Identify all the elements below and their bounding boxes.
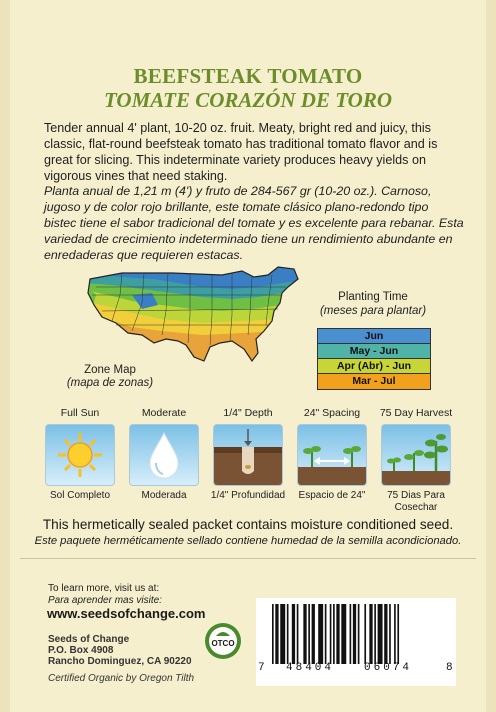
barcode-bar bbox=[389, 604, 391, 664]
company-address bbox=[48, 634, 192, 667]
barcode-bar bbox=[369, 604, 372, 664]
sealed-notice-english: This hermetically sealed packet contains moisture conditioned seed. bbox=[42, 517, 454, 532]
usa-zone-map bbox=[82, 265, 314, 365]
harvest-label: 75 Day Harvest bbox=[379, 407, 453, 419]
city-line: Rancho Dominguez, CA 90220 bbox=[48, 656, 192, 667]
barcode-bar bbox=[384, 604, 387, 664]
po-box: P.O. Box 4908 bbox=[48, 645, 114, 656]
icon-col-sun bbox=[40, 406, 120, 502]
barcode-bar bbox=[364, 604, 366, 664]
sun-label-es: Sol Completo bbox=[49, 490, 111, 501]
planting-time-row: Apr (Abr) - Jun bbox=[318, 359, 430, 374]
barcode-bar bbox=[397, 604, 399, 664]
water-label-es: Moderada bbox=[141, 490, 187, 501]
barcode-bar bbox=[350, 604, 352, 664]
barcode-bar bbox=[297, 604, 299, 664]
icon-col-depth bbox=[208, 406, 288, 502]
barcode-bar bbox=[394, 604, 396, 664]
learn-more-english: To learn more, visit us at: bbox=[48, 583, 160, 594]
zone-map-caption bbox=[50, 364, 170, 390]
certification-text: Certified Organic by Oregon Tilth bbox=[48, 673, 195, 684]
icon-col-harvest bbox=[376, 406, 456, 514]
barcode-bar bbox=[336, 604, 339, 664]
sealed-notice-spanish: Este paquete herméticamente sellado contiene humedad de la semilla acondicionado. bbox=[34, 535, 462, 547]
spacing-label-es: Espacio de 24" bbox=[298, 490, 366, 501]
growing-info-icons bbox=[40, 406, 456, 513]
planting-time-row: Jun bbox=[318, 329, 430, 344]
spacing-icon bbox=[297, 424, 367, 486]
planting-time-title: Planting Time bbox=[338, 291, 408, 303]
barcode-last-digit: 8 bbox=[446, 662, 453, 674]
company-name: Seeds of Change bbox=[48, 634, 130, 645]
planting-time-row: Mar - Jul bbox=[318, 374, 430, 389]
divider bbox=[20, 558, 476, 559]
barcode-bar bbox=[275, 604, 278, 664]
planting-time-row: May - Jun bbox=[318, 344, 430, 359]
barcode-bars bbox=[270, 604, 446, 664]
barcode-right-digits: 06074 bbox=[364, 662, 413, 674]
icon-col-spacing bbox=[292, 406, 372, 502]
spacing-label: 24" Spacing bbox=[303, 407, 361, 419]
barcode-bar bbox=[303, 604, 306, 664]
barcode-bar bbox=[312, 604, 315, 664]
barcode-bar bbox=[280, 604, 285, 664]
barcode-bar bbox=[353, 604, 356, 664]
barcode-left-digits: 48404 bbox=[286, 662, 335, 674]
website-link[interactable]: www.seedsofchange.com bbox=[47, 606, 206, 621]
sun-icon bbox=[45, 424, 115, 486]
barcode-bar bbox=[325, 604, 327, 664]
zone-map-label: Zone Map bbox=[84, 364, 136, 376]
depth-label-es: 1/4" Profundidad bbox=[210, 490, 286, 501]
barcode-bar bbox=[272, 604, 274, 664]
water-label: Moderate bbox=[141, 407, 187, 419]
barcode-bar bbox=[333, 604, 335, 664]
planting-time-label bbox=[318, 290, 428, 318]
barcode-bar bbox=[308, 604, 310, 664]
description-spanish: Planta anual de 1,21 m (4') y fruto de 284-567 gr (10-20 oz.). Carnoso, jugoso y de color rojo brillante, este tomate clásico plano-redondo tipo bistec tiene el sabor tradicional del tomate y es excelente para rebanar. Esta variedad de crecimiento indeterminado tiene un rendimiento abundante en enredaderas que requieren estacas. bbox=[44, 184, 464, 262]
barcode-bar bbox=[341, 604, 346, 664]
upc-barcode bbox=[256, 598, 456, 686]
otco-certification-logo bbox=[204, 622, 242, 660]
barcode-bar bbox=[330, 604, 332, 664]
planting-time-subtitle: (meses para plantar) bbox=[319, 305, 427, 317]
planting-time-table bbox=[317, 328, 431, 390]
otco-logo-text: OTCO bbox=[211, 639, 235, 648]
barcode-bar bbox=[292, 604, 295, 664]
seed-depth-icon bbox=[213, 424, 283, 486]
zone-map-sublabel: (mapa de zonas) bbox=[66, 377, 154, 389]
description-english: Tender annual 4' plant, 10-20 oz. fruit. Meaty, bright red and juicy, this classic, flat-round beefsteak tomato has traditional tomato flavor and is great for slicing. This indeterminate variety produces heavy yields on vigorous vines that need staking. bbox=[44, 121, 438, 183]
title-spanish: TOMATE CORAZÓN DE TORO bbox=[103, 88, 393, 112]
barcode-bar bbox=[374, 604, 376, 664]
learn-more-spanish: Para aprender mas visite: bbox=[48, 595, 162, 606]
barcode-bar bbox=[287, 604, 289, 664]
harvest-icon bbox=[381, 424, 451, 486]
barcode-bar bbox=[318, 604, 323, 664]
title-english: BEEFSTEAK TOMATO bbox=[133, 64, 363, 88]
depth-label: 1/4" Depth bbox=[223, 407, 273, 419]
icon-col-water bbox=[124, 406, 204, 502]
water-drop-icon bbox=[129, 424, 199, 486]
barcode-bar bbox=[358, 604, 360, 664]
barcode-bar bbox=[378, 604, 383, 664]
barcode-first-digit: 7 bbox=[258, 662, 265, 674]
harvest-label-es: 75 Dias Para Cosechar bbox=[387, 490, 445, 513]
learn-more bbox=[48, 583, 162, 607]
sun-label: Full Sun bbox=[60, 407, 100, 419]
